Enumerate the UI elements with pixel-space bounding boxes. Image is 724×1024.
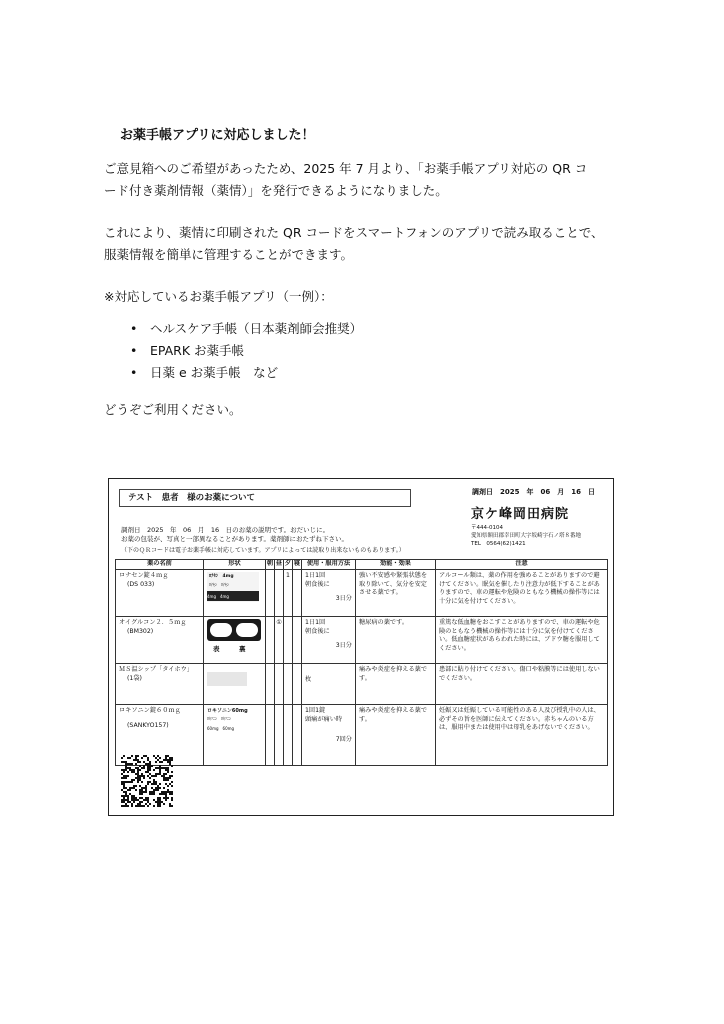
usage-cell: [302, 617, 356, 664]
dose-noon: [275, 664, 284, 705]
column-header: 夕: [284, 560, 293, 570]
sheet-title: テスト 患者 様のお薬について: [119, 489, 411, 507]
effect-cell: 糖尿病の薬です。: [356, 617, 436, 664]
usage-cell: [302, 570, 356, 617]
drug-cell: [116, 570, 204, 617]
tablet-back-label: 裏: [239, 645, 246, 653]
bullet-icon: •: [130, 343, 138, 358]
column-header: 形状: [204, 560, 266, 570]
dose-evening: 1: [284, 570, 293, 617]
hospital-name: 京ケ峰岡田病院: [471, 507, 570, 522]
drug-package-image: [207, 572, 259, 602]
dose-bedtime: [293, 664, 302, 705]
notice-paragraph-2: [104, 222, 624, 266]
dose-evening: [284, 705, 293, 766]
prescription-table: [115, 559, 608, 766]
hospital-postal: 〒444-0104: [471, 525, 503, 531]
tablet-image: [207, 619, 261, 657]
table-header-row: [116, 560, 608, 570]
package-label: ロキソニン60mg: [207, 708, 248, 714]
column-header: 使用・服用方法: [302, 560, 356, 570]
usage-cell: [302, 664, 356, 705]
column-header: 薬の名前: [116, 560, 204, 570]
tablet-back-shape: [236, 623, 258, 637]
dose-noon: ①: [275, 617, 284, 664]
package-label: ﾛﾅｾﾝ 4mg: [209, 574, 234, 579]
app-name: ヘルスケア手帳（日本薬剤師会推奨）: [150, 321, 363, 336]
effect-cell: 痛みや炎症を抑える薬です。: [356, 705, 436, 766]
usage-cell: [302, 705, 356, 766]
notice-title: お薬手帳アプリに対応しました！: [120, 128, 315, 143]
package-sublabel: ﾛﾅｾﾝ ﾛﾅｾﾝ: [209, 582, 229, 587]
apps-heading: ※対応しているお薬手帳アプリ（一例）：: [104, 289, 333, 304]
drug-image-cell: [204, 570, 266, 617]
column-header: 効能・効果: [356, 560, 436, 570]
dose-evening: [284, 617, 293, 664]
notice-paragraph-1-line-2: ード付き薬剤情報（薬情）」を発行できるようになりました。: [104, 183, 448, 198]
hospital-address: 愛知県額田郡幸田町大字坂崎字石ノ塔８番地: [471, 533, 582, 539]
caution-cell: 重篤な低血糖をおこすことがありますので、車の運転や危険のともなう機械の操作等には十分に気を付けてください。低血糖症状があらわれた時には、ブドウ糖を服用してください。: [436, 617, 608, 664]
caution-cell: 妊娠又は妊娠している可能性のある人及び授乳中の人は、必ずその旨を医師に伝えてください。赤ちゃんのいる方は、服用中または使用中は母乳をあげないでください。: [436, 705, 608, 766]
dose-noon: [275, 705, 284, 766]
sheet-package-note: お薬の包装が、写真と一部異なることがあります。薬剤師におたずね下さい。: [121, 535, 348, 543]
usage-dose: 1回1錠: [305, 707, 326, 714]
dose-evening: [284, 664, 293, 705]
drug-image-cell: [204, 664, 266, 705]
dose-morning: [266, 664, 275, 705]
table-row: [116, 617, 608, 664]
notice-paragraph-2-line-2: 服薬情報を簡単に管理することができます。: [104, 247, 354, 262]
usage-dose: 1日1回: [305, 572, 326, 579]
closing-text: どうぞご利用ください。: [104, 402, 242, 417]
package-sublabel: ﾛｷｿﾆﾝ ﾛｷｿﾆﾝ: [207, 716, 231, 721]
app-name: 日薬 e お薬手帳 など: [150, 365, 279, 380]
table-row: [116, 570, 608, 617]
column-header: 寝: [293, 560, 302, 570]
bullet-icon: •: [130, 365, 138, 380]
drug-name: ＭＳ温シップ「タイホウ」: [119, 666, 194, 673]
medication-info-sheet: [108, 478, 614, 816]
drug-package-image: [207, 707, 265, 741]
effect-cell: 痛みや炎症を抑える薬です。: [356, 664, 436, 705]
dose-bedtime: [293, 705, 302, 766]
notice-paragraph-1-line-1: ご意見箱へのご希望があったため、2025 年 7 月より、「お薬手帳アプリ対応の QR コ: [104, 161, 588, 176]
usage-timing: 朝食後に: [305, 580, 330, 588]
app-list-item: [104, 340, 362, 362]
drug-code: (BM302): [127, 627, 154, 635]
package-strip-label: 60mg 60mg: [207, 726, 235, 731]
dose-bedtime: [293, 617, 302, 664]
column-header: 注意: [436, 560, 608, 570]
package-strip-label: 4mg 4mg: [207, 594, 229, 599]
table-row: [116, 664, 608, 705]
usage-dose: 1日1回: [305, 619, 326, 626]
dose-noon: [275, 570, 284, 617]
usage-days: 3日分: [335, 595, 352, 602]
hospital-tel: TEL 0564(62)1421: [471, 541, 526, 547]
dose-morning: [266, 617, 275, 664]
tablet-front-shape: [210, 623, 232, 637]
sheet-intro-line: 調剤日 2025 年 06 月 16 日のお薬の説明です。おだいじに。: [121, 526, 330, 534]
column-header: 朝: [266, 560, 275, 570]
usage-timing: 朝食後に: [305, 627, 330, 635]
usage-days: 7回分: [335, 736, 352, 743]
drug-name: ロナセン錠４ｍｇ: [119, 572, 169, 579]
caution-cell: アルコール類は、薬の作用を強めることがありますので避けてください。眠気を催したり注意力が低下することがありますので、車の運転や危険のともなう機械の操作等には十分に気を付けてください。: [436, 570, 608, 617]
drug-code: (DS 033): [127, 580, 155, 588]
drug-cell: [116, 664, 204, 705]
app-list-item: [104, 362, 362, 384]
caution-cell: 患部に貼り付けてください。傷口や粘膜等には使用しないでください。: [436, 664, 608, 705]
notice-paragraph-2-line-1: これにより、薬情に印刷された QR コードをスマートフォンのアプリで読み取ることで、: [104, 225, 604, 240]
tablet-front-label: 表: [213, 645, 220, 653]
drug-image-cell: [204, 617, 266, 664]
usage-timing: 枚: [305, 676, 312, 683]
drug-name: ロキソニン錠６０ｍｇ: [119, 707, 181, 714]
dose-bedtime: [293, 570, 302, 617]
usage-timing: 頭痛が痛い時: [305, 715, 343, 723]
drug-code: (1袋): [127, 674, 142, 682]
drug-image-cell: [204, 705, 266, 766]
effect-cell: 強い不安感や緊張状態を取り除いて、気分を安定させる薬です。: [356, 570, 436, 617]
drug-code: (SANKYO157): [127, 721, 169, 729]
drug-cell: [116, 617, 204, 664]
drug-name: オイグルコン２．５ｍｇ: [119, 619, 187, 626]
app-list: [104, 318, 362, 384]
dose-morning: [266, 705, 275, 766]
package-strip: [207, 591, 259, 601]
notice-paragraph-1: [104, 158, 624, 202]
app-name: EPARK お薬手帳: [150, 343, 245, 358]
usage-days: 3日分: [335, 642, 352, 649]
dose-morning: [266, 570, 275, 617]
table-row: [116, 705, 608, 766]
column-header: 昼: [275, 560, 284, 570]
app-list-item: [104, 318, 362, 340]
bullet-icon: •: [130, 321, 138, 336]
qr-code: [121, 755, 173, 807]
dispense-date: 調剤日 2025 年 06 月 16 日: [472, 488, 595, 496]
patch-image: [207, 672, 247, 686]
sheet-qr-note: （下のＱＲコードは電子お薬手帳に対応しています。アプリによっては読取り出来ないものもあります。）: [121, 547, 405, 554]
